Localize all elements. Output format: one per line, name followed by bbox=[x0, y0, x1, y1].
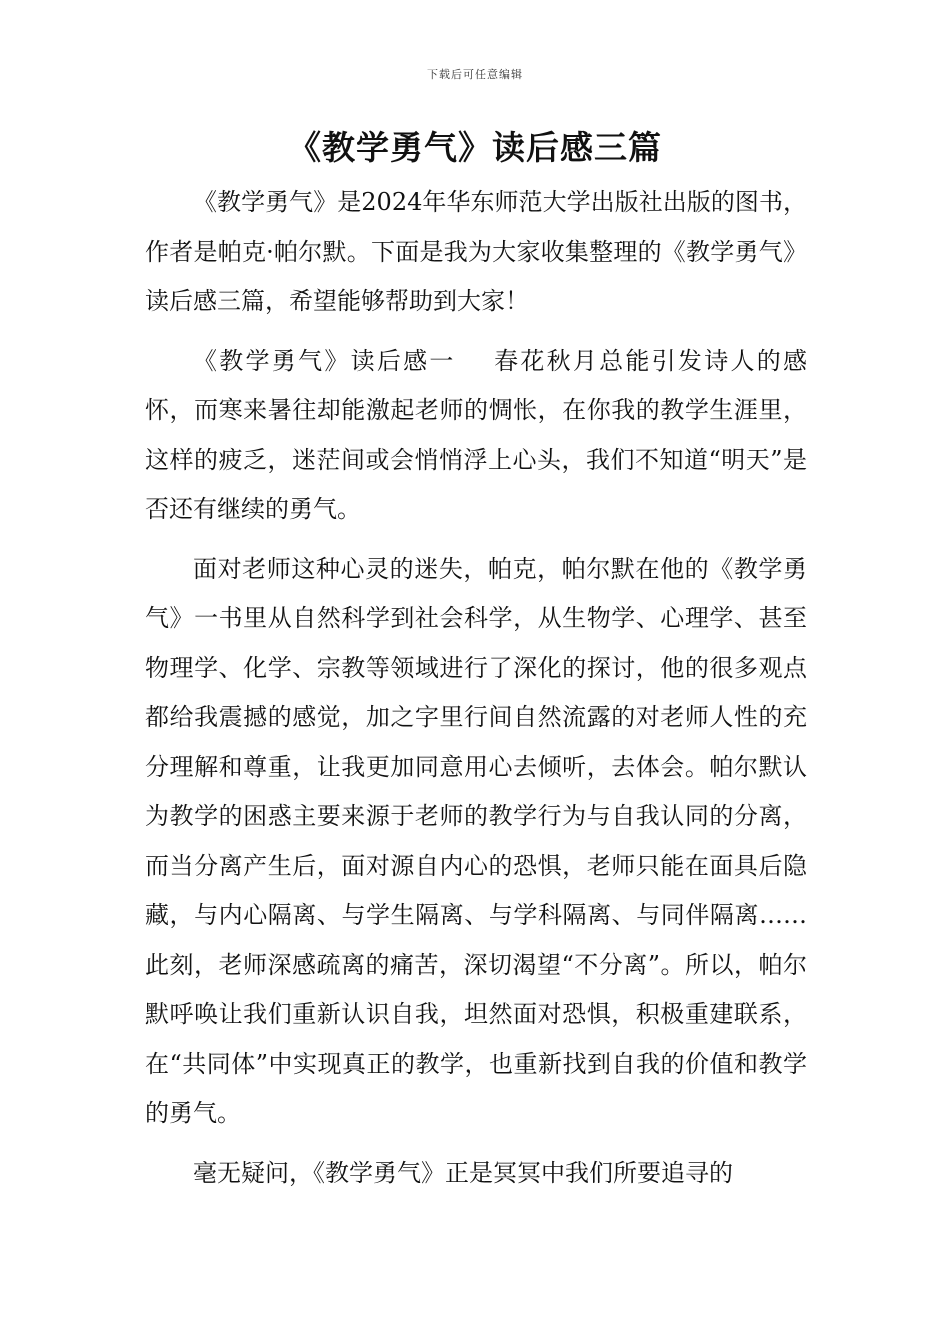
essay-one-second-paragraph: 面对老师这种心灵的迷失，帕克，帕尔默在他的《教学勇气》一书里从自然科学到社会科学，从生物学、心理学、甚至物理学、化学、宗教等领域进行了深化的探讨，他的很多观点都给我震撼的感觉，加之字里行间自然流露的对老师人性的充分理解和尊重，让我更加同意用心去倾听，去体会。帕尔默认为教学的困惑主要来源于老师的教学行为与自我认同的分离，而当分离产生后，面对源自内心的恐惧，老师只能在面具后隐藏，与内心隔离、与学生隔离、与学科隔离、与同伴隔离……此刻，老师深感疏离的痛苦，深切渴望“不分离”。所以，帕尔默呼唤让我们重新认识自我，坦然面对恐惧，积极重建联系，在“共同体”中实现真正的教学，也重新找到自我的价值和教学的勇气。 bbox=[145, 554, 807, 1127]
header-note: 下载后可任意编辑 bbox=[427, 68, 523, 81]
essay-one-opening-text: 春花秋月总能引发诗人的感怀，而寒来暑往却能激起老师的惆怅，在你我的教学生涯里，这样的疲乏，迷茫间或会悄悄浮上心头，我们不知道“明天”是否还有继续的勇气。 bbox=[145, 346, 807, 523]
essay-one-first-paragraph bbox=[145, 337, 807, 535]
document-body bbox=[145, 178, 807, 1198]
essay-one-heading: 《教学勇气》读后感一 bbox=[193, 346, 456, 375]
essay-one-third-paragraph: 毫无疑问，《教学勇气》正是冥冥中我们所要追寻的 bbox=[193, 1158, 733, 1187]
intro-paragraph: 《教学勇气》是2024年华东师范大学出版社出版的图书，作者是帕克·帕尔默。下面是我为大家收集整理的《教学勇气》读后感三篇，希望能够帮助到大家！ bbox=[145, 188, 807, 315]
document-title: 《教学勇气》读后感三篇 bbox=[288, 128, 662, 167]
